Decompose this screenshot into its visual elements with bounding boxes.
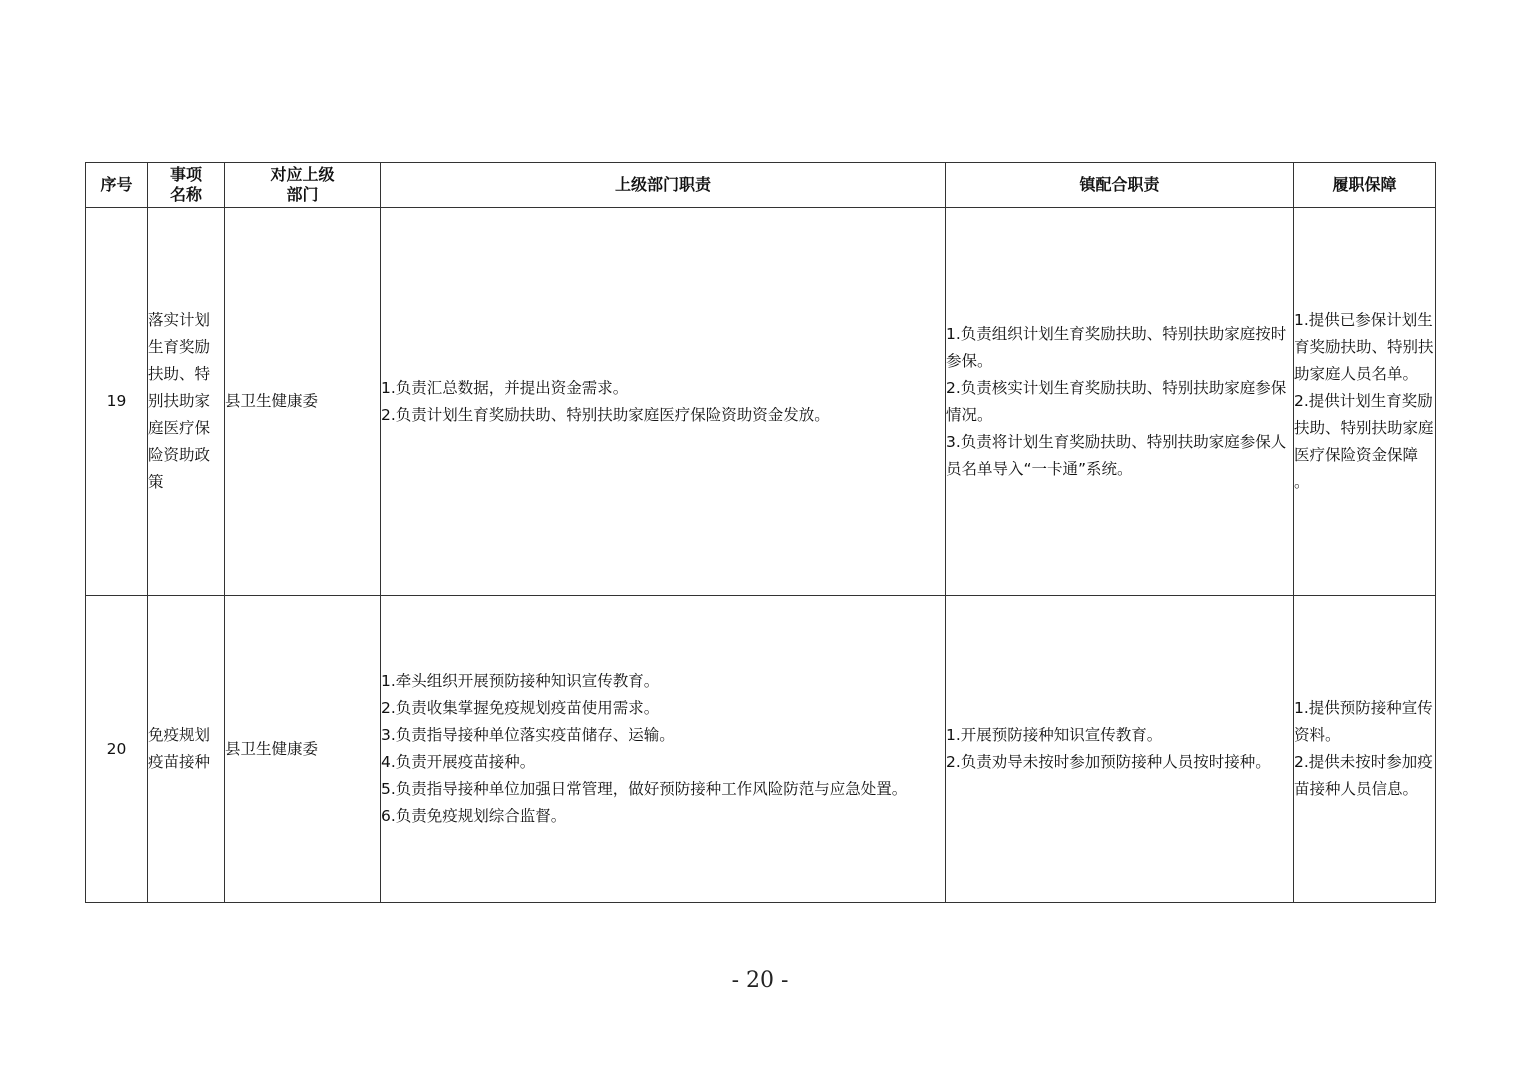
row-town-duties xyxy=(946,596,1294,903)
row-upper-dept: 县卫生健康委 xyxy=(225,208,381,596)
duty-line: 1.负责组织计划生育奖励扶助、特别扶助家庭按时参保。 xyxy=(946,324,1287,370)
row-upper-duties xyxy=(381,208,946,596)
duty-line: 2.负责核实计划生育奖励扶助、特别扶助家庭参保情况。 xyxy=(946,378,1287,424)
duty-line: 1.负责汇总数据，并提出资金需求。 xyxy=(381,378,629,397)
header-row xyxy=(86,163,1436,208)
row-town-duties xyxy=(946,208,1294,596)
row-guarantee xyxy=(1294,596,1436,903)
header-index: 序号 xyxy=(86,163,148,208)
duty-line: 1.开展预防接种知识宣传教育。 xyxy=(946,726,1163,744)
duty-line: 2.提供未按时参加疫苗接种人员信息。 xyxy=(1294,753,1433,798)
header-town-duties: 镇配合职责 xyxy=(946,163,1294,208)
duty-line: 2.负责收集掌握免疫规划疫苗使用需求。 xyxy=(381,699,660,717)
table-row xyxy=(86,208,1436,596)
row-index: 19 xyxy=(86,208,148,596)
header-upper-duties: 上级部门职责 xyxy=(381,163,946,208)
row-index: 20 xyxy=(86,596,148,903)
duty-line: 5.负责指导接种单位加强日常管理，做好预防接种工作风险防范与应急处置。 xyxy=(381,780,908,798)
duty-line: 2.提供计划生育奖励扶助、特别扶助家庭医疗保险资金保障 。 xyxy=(1294,392,1434,491)
table-row xyxy=(86,596,1436,903)
header-upper-dept: 对应上级 部门 xyxy=(225,163,381,208)
duty-line: 3.负责将计划生育奖励扶助、特别扶助家庭参保人员名单导入“一卡通”系统。 xyxy=(946,432,1287,478)
duty-line: 6.负责免疫规划综合监督。 xyxy=(381,807,567,825)
row-upper-dept: 县卫生健康委 xyxy=(225,596,381,903)
duty-line: 4.负责开展疫苗接种。 xyxy=(381,753,536,771)
row-upper-duties xyxy=(381,596,946,903)
duty-line: 2.负责劝导未按时参加预防接种人员按时接种。 xyxy=(946,753,1271,771)
duty-line: 2.负责计划生育奖励扶助、特别扶助家庭医疗保险资助资金发放。 xyxy=(381,405,830,424)
duty-line: 1.提供已参保计划生育奖励扶助、特别扶助家庭人员名单。 xyxy=(1294,311,1434,383)
header-item-name: 事项 名称 xyxy=(148,163,225,208)
page-number: - 20 - xyxy=(731,968,789,993)
duty-line: 1.牵头组织开展预防接种知识宣传教育。 xyxy=(381,672,660,690)
header-guarantee: 履职保障 xyxy=(1294,163,1436,208)
duty-table xyxy=(85,162,1436,903)
row-guarantee xyxy=(1294,208,1436,596)
row-item-name: 落实计划生育奖励扶助、特别扶助家庭医疗保险资助政策 xyxy=(148,208,225,596)
duty-line: 1.提供预防接种宣传资料。 xyxy=(1294,699,1433,744)
duty-line: 3.负责指导接种单位落实疫苗储存、运输。 xyxy=(381,726,675,744)
row-item-name: 免疫规划疫苗接种 xyxy=(148,596,225,903)
